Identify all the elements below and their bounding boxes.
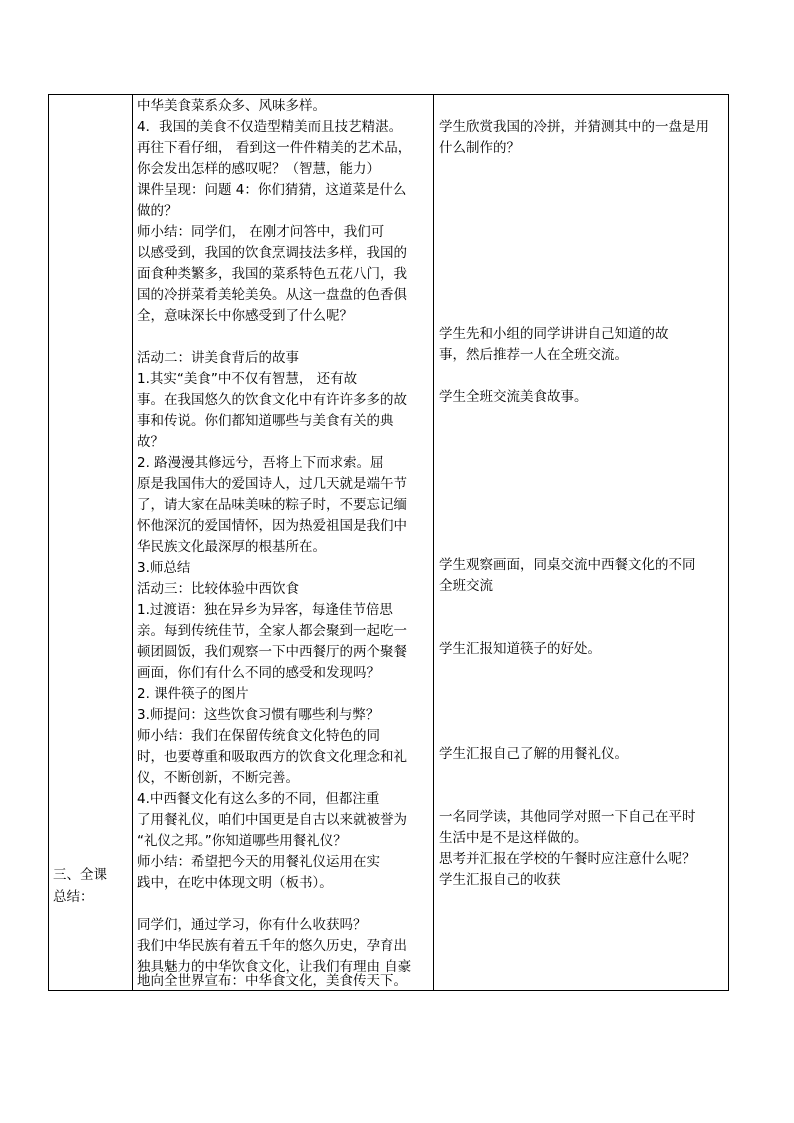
text-line: 事。在我国悠久的饮食文化中有许许多多的故 [137,392,407,408]
text-line: 画面，你们有什么不同的感受和发现吗？ [137,665,380,681]
text-line: 1.其实“美食”中不仅有智慧， 还有故 [137,371,358,387]
column-divider [132,95,133,990]
text-line: 再往下看仔细， 看到这一件件精美的艺术品， [137,140,412,156]
text-line: 故？ [137,434,164,450]
text-line: 以感受到，我国的饮食烹调技法多样，我国的 [137,245,407,261]
text-line: 全班交流 [439,578,493,594]
text-line: 学生汇报自己的收获 [439,872,561,888]
text-line: 4．我国的美食不仅造型精美而且技艺精湛。 [137,119,403,135]
text-line: 一名同学读，其他同学对照一下自己在平时 [439,809,696,825]
text-line: “礼仪之邦。”你知道哪些用餐礼仪？ [137,833,347,849]
text-line: 同学们，通过学习，你有什么收获吗？ [137,917,367,933]
text-line: 生活中是不是这样做的。 [439,830,588,846]
text-line: 你会发出怎样的感叹呢？（智慧，能力） [137,161,380,177]
text-line: 2. 课件筷子的图片 [137,686,249,702]
text-line: 面食种类繁多，我国的菜系特色五花八门，我 [137,266,407,282]
text-line: 师小结：我们在保留传统食文化特色的同 [137,728,380,744]
text-line: 地向全世界宣布：中华食文化，美食传天下。 [137,973,407,989]
text-line: 师小结：希望把今天的用餐礼仪运用在实 [137,854,380,870]
text-line: 活动二：讲美食背后的故事 [137,350,299,366]
text-line: 2. 路漫漫其修远兮，吾将上下而求索。屈 [137,455,384,471]
section-label-line: 总结： [53,889,94,905]
text-line: 华民族文化最深厚的根基所在。 [137,539,326,555]
text-line: 活动三：比较体验中西饮食 [137,581,299,597]
text-line: 亲。每到传统佳节，全家人都会聚到一起吃一 [137,623,407,639]
text-line: 我们中华民族有着五千年的悠久历史，孕育出 [137,938,407,954]
text-line: 国的冷拼菜肴美轮美奂。从这一盘盘的色香俱 [137,287,407,303]
text-line: 学生全班交流美食故事。 [439,389,588,405]
text-line: 顿团圆饭，我们观察一下中西餐厅的两个聚餐 [137,644,407,660]
text-line: 课件呈现：问题 4：你们猜猜，这道菜是什么 [137,182,407,198]
text-line: 时，也要尊重和吸取西方的饮食文化理念和礼 [137,749,407,765]
text-line: 学生观察画面，同桌交流中西餐文化的不同 [439,557,696,573]
text-line: 中华美食菜系众多、风味多样。 [137,98,326,114]
text-line: 了用餐礼仪，咱们中国更是自古以来就被誉为 [137,812,407,828]
text-line: 仪，不断创新，不断完善。 [137,770,299,786]
text-line: 学生先和小组的同学讲讲自己知道的故 [439,326,669,342]
text-line: 3.师提问：这些饮食习惯有哪些利与弊？ [137,707,380,723]
text-line: 1.过渡语：独在异乡为异客，每逢佳节倍思 [137,602,393,618]
text-line: 事和传说。你们都知道哪些与美食有关的典 [137,413,394,429]
text-line: 学生汇报自己了解的用餐礼仪。 [439,746,628,762]
text-line: 事，然后推荐一人在全班交流。 [439,347,628,363]
text-line: 践中，在吃中体现文明（板书）。 [137,875,333,891]
text-line: 做的？ [137,203,178,219]
text-line: 师小结：同学们， 在刚才问答中，我们可 [137,224,385,240]
text-line: 4.中西餐文化有这么多的不同，但都注重 [137,791,380,807]
section-label-line: 三、全课 [53,867,107,883]
text-line: 怀他深沉的爱国情怀，因为热爱祖国是我们中 [137,518,407,534]
lesson-plan-table [48,94,729,991]
text-line: 全，意味深长中你感受到了什么呢？ [137,308,353,324]
text-line: 学生汇报知道筷子的好处。 [439,641,601,657]
text-line: 什么制作的？ [439,140,520,156]
text-line: 思考并汇报在学校的午餐时应注意什么呢？ [439,851,696,867]
text-line: 了，请大家在品味美味的粽子时，不要忘记缅 [137,497,407,513]
text-line: 3.师总结 [137,560,191,576]
column-divider [433,95,434,990]
text-line: 学生欣赏我国的冷拼，并猜测其中的一盘是用 [439,119,709,135]
text-line: 原是我国伟大的爱国诗人，过几天就是端午节 [137,476,407,492]
text-line: 独具魅力的中华饮食文化，让我们有理由 自豪 [137,959,412,975]
